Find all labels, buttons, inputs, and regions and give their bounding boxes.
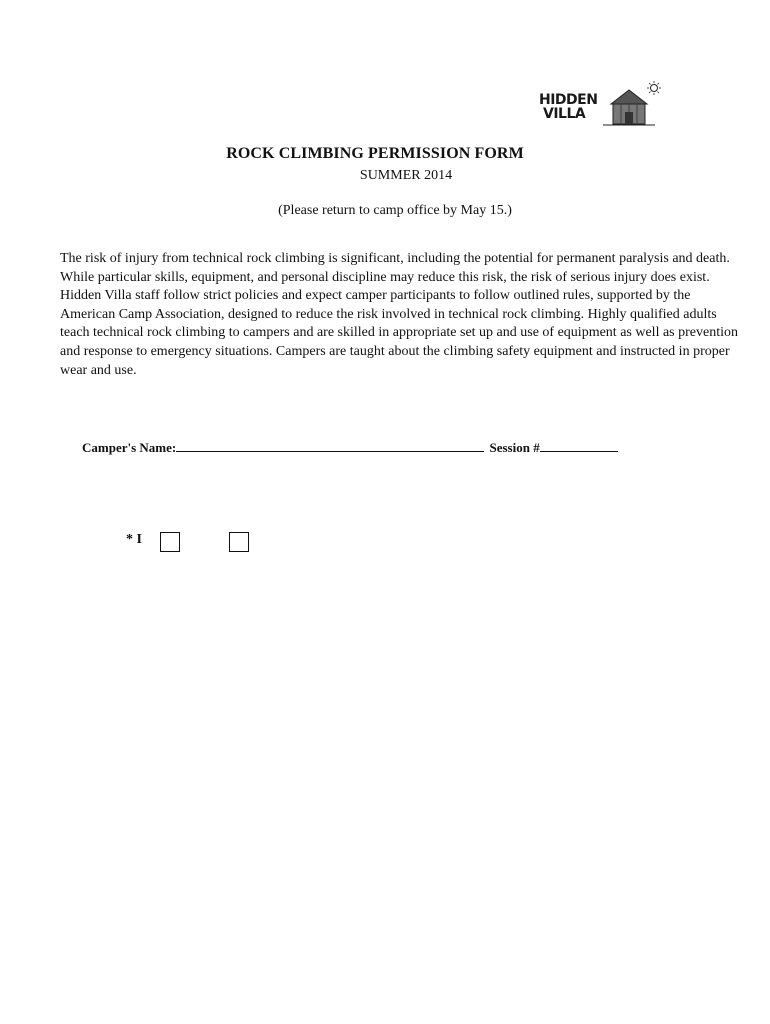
camper-name-label: Camper's Name: xyxy=(82,440,177,455)
logo-line-1: HIDDEN xyxy=(539,92,598,108)
form-subtitle: SUMMER 2014 xyxy=(359,168,453,183)
hidden-villa-logo xyxy=(533,80,663,128)
camper-info-row xyxy=(82,440,618,456)
consent-row xyxy=(126,532,142,548)
session-label: Session # xyxy=(489,440,540,455)
camper-name-field[interactable] xyxy=(176,441,484,452)
form-title: ROCK CLIMBING PERMISSION FORM xyxy=(226,145,524,162)
session-field[interactable] xyxy=(540,441,618,452)
decline-checkbox[interactable] xyxy=(229,532,249,552)
consent-checkbox[interactable] xyxy=(160,532,180,552)
consent-marker: * I xyxy=(126,532,142,547)
return-instruction: (Please return to camp office by May 15.) xyxy=(278,203,512,218)
logo-line-2: VILLA xyxy=(543,106,586,122)
risk-statement: The risk of injury from technical rock climbing is significant, including the potential for permanent paralysis and death. While particular skills, equipment, and personal discipline may reduce this risk, the risk of serious injury does exist. Hidden Villa staff follow strict policies and expect camper participants to follow outlined rules, supported by the American Camp Association, designed to reduce the risk involved in technical rock climbing. Highly qualified adults teach technical rock climbing to campers and are skilled in appropriate set up and use of equipment as well as prevention and response to emergency situations. Campers are taught about the climbing safety equipment and instructed in proper wear and use. xyxy=(60,251,738,378)
